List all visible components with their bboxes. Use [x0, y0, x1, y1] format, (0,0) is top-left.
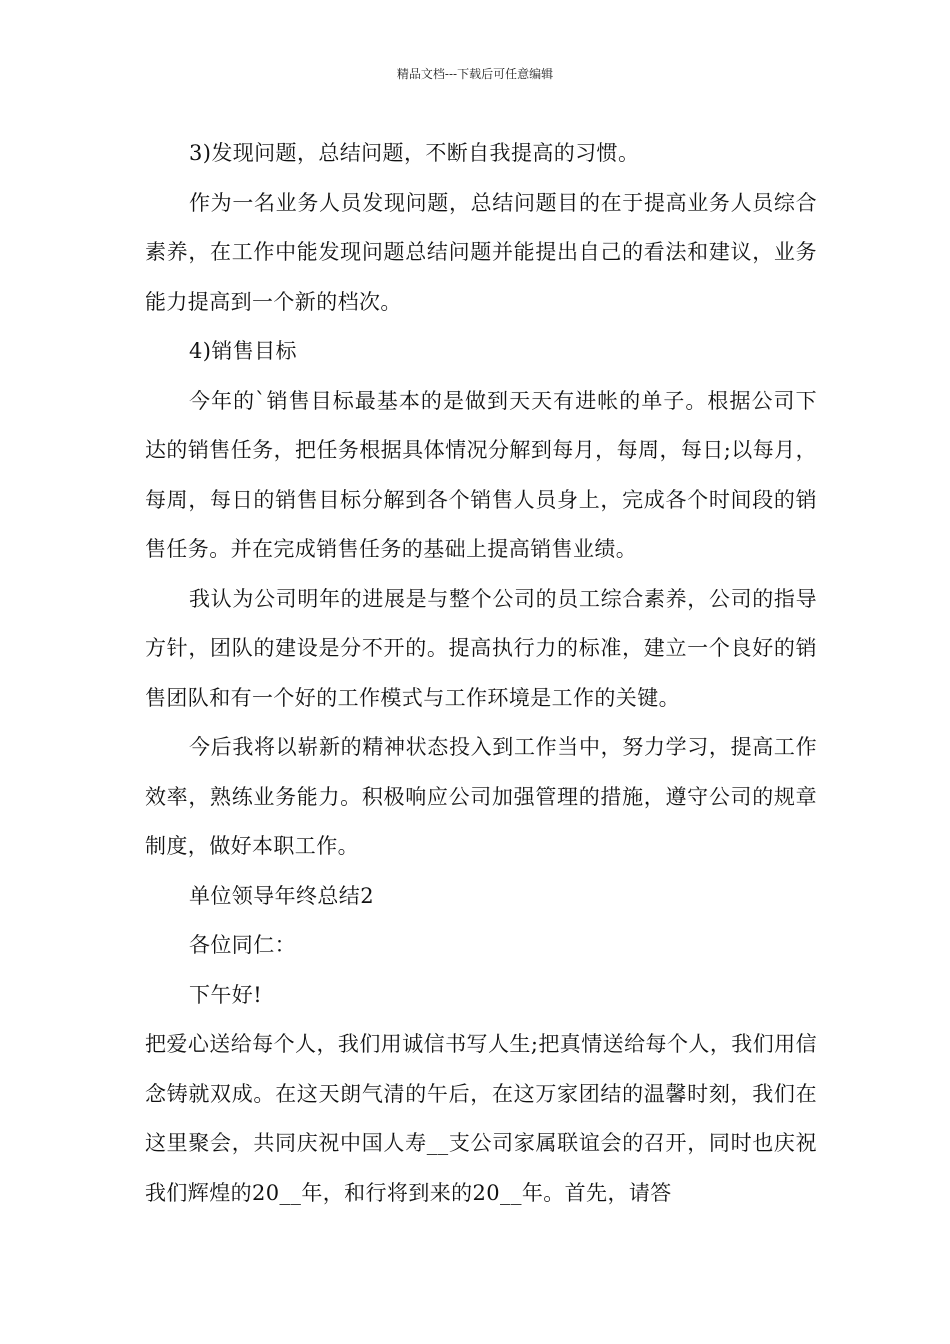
paragraph-future-plan: 今后我将以崭新的精神状态投入到工作当中，努力学习，提高工作效率，熟练业务能力。积极响应公司加强管理的措施，遵守公司的规章制度，做好本职工作。: [145, 735, 817, 858]
greeting-colleagues: 各位同仁：: [189, 933, 296, 957]
greeting-afternoon: 下午好!: [189, 982, 263, 1007]
paragraph-habit-detail: 作为一名业务人员发现问题，总结问题目的在于提高业务人员综合素养，在工作中能发现问题总结问题并能提出自己的看法和建议，业务能力提高到一个新的档次。: [145, 190, 817, 314]
paragraph-company-development: 我认为公司明年的进展是与整个公司的员工综合素养，公司的指导方针，团队的建设是分不开的。提高执行力的标准，建立一个良好的销售团队和有一个好的工作模式与工作环境是工作的关键。: [145, 586, 817, 710]
paragraph-sales-target-heading: 4)销售目标: [189, 339, 297, 363]
paragraph-speech-opening: 把爱心送给每个人，我们用诚信书写人生;把真情送给每个人，我们用信念铸就双成。在这天朗气清的午后，在这万家团结的温馨时刻，我们在这里聚会，共同庆祝中国人寿__支公司家属联谊会的召开，同时也庆祝我们辉煌的20__年，和行将到来的20__年。首先，请答: [145, 1032, 817, 1205]
paragraph-sales-target-detail: 今年的`销售目标最基本的是做到天天有进帐的单子。根据公司下达的销售任务，把任务根据具体情况分解到每月，每周，每日;以每月，每周，每日的销售目标分解到各个销售人员身上，完成各个时间段的销售任务。并在完成销售任务的基础上提高销售业绩。: [145, 388, 817, 561]
page-header: 精品文档---下载后可任意编辑: [396, 67, 554, 81]
section-title-summary-2: 单位领导年终总结2: [189, 883, 374, 908]
document-body: [145, 129, 817, 1218]
paragraph-habit-heading: 3)发现问题，总结问题，不断自我提高的习惯。: [189, 141, 640, 165]
